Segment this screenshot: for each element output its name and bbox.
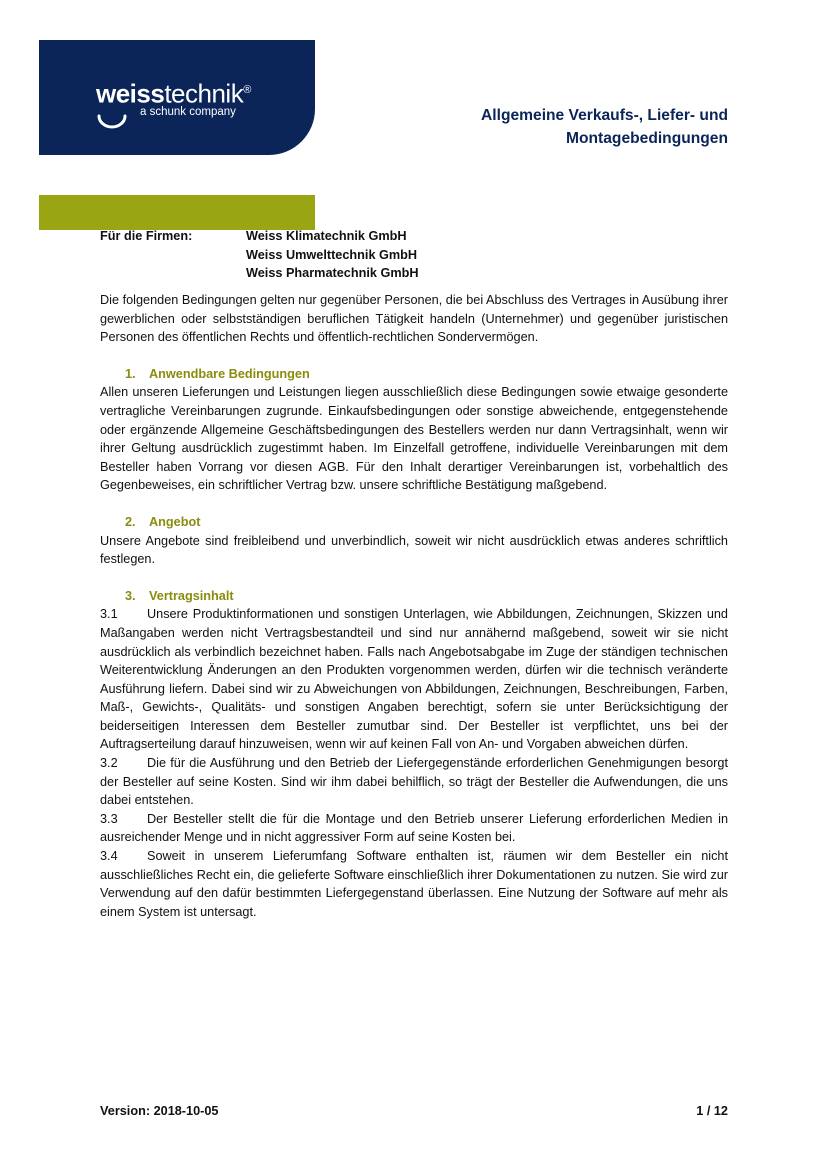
firms-block [100,227,419,283]
section-2 [100,513,728,569]
brand-light: technik [164,78,244,109]
page-number: 1 / 12 [696,1104,728,1118]
section-text: Unsere Angebote sind freibleibend und unverbindlich, soweit wir nicht ausdrücklich etwas anderes schriftlich festlegen. [100,533,728,567]
clause-3-4 [100,847,728,921]
firms-label: Für die Firmen: [100,229,193,243]
section-3 [100,587,728,922]
clause-number: 3.2 [100,756,118,771]
document-title [481,104,728,150]
brand-wordmark [96,75,251,119]
logo-navy-panel [39,40,315,155]
clause-text: Soweit in unserem Lieferumfang Software enthalten ist, räumen wir dem Besteller ein nicht ausschließliches Recht ein, die gelieferte Software einschließlich ihrer Dokumentationen zu nutzen. Sie wird zur Verwendung auf den dafür bestimmten Liefergegenstand überlassen. Eine Nutzung der Software auf mehr als einem System ist untersagt. [100,849,728,919]
section-heading [100,365,728,384]
clause-3-3 [100,810,728,847]
section-number: 3. [125,588,136,603]
clause-3-1 [100,605,728,754]
firm-name: Weiss Umwelttechnik GmbH [246,247,418,262]
registered-mark: ® [243,84,251,96]
clause-number: 3.3 [100,811,118,826]
section-heading [100,513,728,532]
firm-name: Weiss Klimatechnik GmbH [246,229,407,243]
brand-bold: weiss [96,78,165,109]
section-title: Vertragsinhalt [149,588,234,603]
clause-number: 3.4 [100,849,118,864]
section-1 [100,365,728,495]
section-number: 1. [125,366,136,381]
section-title: Anwendbare Bedingungen [149,366,310,381]
clause-text: Der Besteller stellt die für die Montage und den Betrieb unserer Lieferung erforderlichen Medien in ausreichender Menge und in nicht aggressiver Form auf seine Kosten bei. [100,811,728,845]
clause-3-2 [100,754,728,810]
section-title: Angebot [149,514,201,529]
section-number: 2. [125,514,136,529]
brand-tagline: a schunk company [140,105,236,118]
title-line-1: Allgemeine Verkaufs-, Liefer- und [481,107,728,124]
clause-number: 3.1 [100,607,118,622]
section-text: Allen unseren Lieferungen und Leistungen liegen ausschließlich diese Bedingungen sowie etwaige gesonderte vertragliche Vereinbarungen zugrunde. Einkaufsbedingungen oder sonstige abweichende, entgegenstehende oder ergänzende Allgemeine Geschäftsbedingungen des Bestellers werden nur dann Vertragsinhalt, wenn wir ihrer Geltung ausdrücklich zugestimmt haben. Im Einzelfall getroffene, individuelle Vereinbarungen mit dem Besteller haben Vorrang vor diesen AGB. Für den Inhalt derartiger Vereinbarungen ist, vorbehaltlich des Gegenbeweises, ein schriftlicher Vertrag bzw. unsere schriftliche Bestätigung maßgebend. [100,385,728,493]
firms-list [246,227,419,283]
section-heading [100,587,728,606]
logo-olive-bar [39,195,315,230]
version-label: Version: 2018-10-05 [100,1104,219,1118]
page-footer [100,1102,728,1121]
logo-arc-icon [96,114,127,129]
intro-paragraph: Die folgenden Bedingungen gelten nur gegenüber Personen, die bei Abschluss des Vertrages in Ausübung ihrer gewerblichen oder selbstständigen beruflichen Tätigkeit handeln (Unternehmer) und gegenüber juristischen Personen des öffentlichen Rechts und öffentlich-rechtlichen Sondervermögen. [100,293,728,345]
clause-text: Unsere Produktinformationen und sonstigen Unterlagen, wie Abbildungen, Zeichnungen, Skizzen und Maßangaben werden nicht Vertragsbestandteil und sind nur annähernd maßgebend, soweit wir sie nicht ausdrücklich als verbindlich bezeichnet haben. Falls nach Angebotsabgabe im Zuge der ständigen technischen Weiterentwicklung Änderungen an den Produkten vorgenommen werden, dürfen wir die technisch veränderte Ausführung liefern. Dabei sind wir zu Abweichungen von Abbildungen, Zeichnungen, Beschreibungen, Farben, Maß-, Gewichts-, Qualitäts- und sonstigen Angaben berechtigt, sofern sie unter Berücksichtigung der beiderseitigen Interessen dem Besteller zumutbar sind. Der Besteller ist verpflichtet, uns bei der Auftragserteilung darauf hinzuweisen, wenn wir auf keinen Fall von An- und Vorgaben abweichen dürfen. [100,607,728,752]
company-logo [39,40,315,190]
title-line-2: Montagebedingungen [566,130,728,147]
clause-text: Die für die Ausführung und den Betrieb der Liefergegenstände erforderlichen Genehmigungen besorgt der Besteller auf seine Kosten. Sind wir ihm dabei behilflich, so trägt der Besteller die Aufwendungen, die uns dabei entstehen. [100,756,728,808]
document-body [100,291,728,939]
firm-name: Weiss Pharmatechnik GmbH [246,266,419,281]
